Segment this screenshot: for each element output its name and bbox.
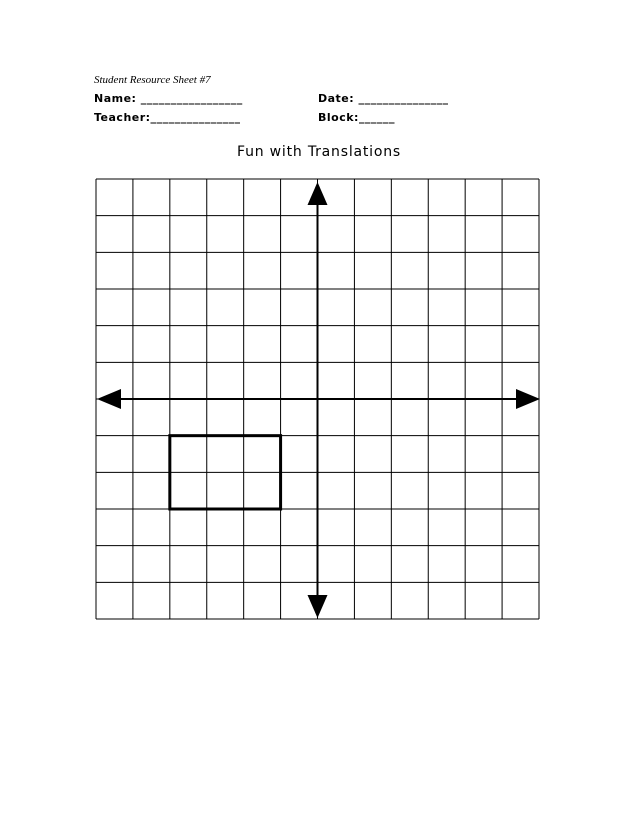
arrow-left-icon bbox=[97, 389, 121, 409]
name-field[interactable]: Name: _________________ bbox=[94, 92, 243, 105]
arrow-up-icon bbox=[308, 182, 328, 205]
page-title: Fun with Translations bbox=[236, 144, 401, 160]
teacher-field[interactable]: Teacher:_______________ bbox=[94, 111, 241, 124]
block-field[interactable]: Block:______ bbox=[318, 111, 395, 124]
arrow-down-icon bbox=[308, 595, 328, 618]
date-field[interactable]: Date: _______________ bbox=[318, 92, 449, 105]
axes bbox=[97, 182, 540, 618]
sheet-label: Student Resource Sheet #7 bbox=[94, 74, 211, 86]
arrow-right-icon bbox=[516, 389, 540, 409]
